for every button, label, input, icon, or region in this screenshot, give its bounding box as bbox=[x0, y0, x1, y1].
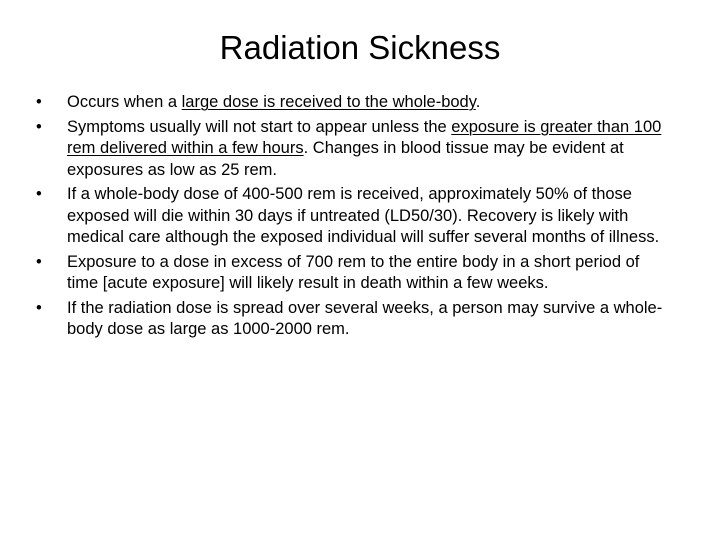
text-segment: . Changes in blood tissue may be evident at exposures as low as 25 rem. bbox=[67, 139, 624, 179]
bullet-icon: • bbox=[36, 298, 42, 317]
bullet-text: Exposure to a dose in excess of 700 rem to the entire body in a short period of time [acute exposure] will likely result in death within a few weeks. bbox=[67, 252, 640, 292]
bullet-item bbox=[36, 117, 674, 182]
bullet-list bbox=[36, 92, 674, 344]
bullet-icon: • bbox=[36, 117, 42, 136]
bullet-icon: • bbox=[36, 185, 42, 203]
underlined-text: exposure is greater than 100 rem delivered within a few hours bbox=[67, 117, 662, 157]
bullet-item bbox=[36, 92, 674, 114]
bullet-item bbox=[36, 252, 674, 295]
underlined-text: large dose is received to the whole-body bbox=[181, 93, 476, 111]
bullet-text: If the radiation dose is spread over several weeks, a person may survive a whole-body dose as large as 1000-2000 rem. bbox=[67, 298, 663, 338]
bullet-icon: • bbox=[36, 93, 42, 111]
slide-title: Radiation Sickness bbox=[219, 29, 501, 66]
text-segment: Symptoms usually will not start to appear unless the bbox=[67, 117, 452, 136]
bullet-icon: • bbox=[36, 252, 42, 271]
bullet-item bbox=[36, 298, 674, 341]
text-segment: Occurs when a bbox=[67, 93, 182, 111]
bullet-item bbox=[36, 184, 674, 249]
bullet-text bbox=[67, 93, 480, 111]
bullet-text bbox=[67, 118, 661, 179]
bullet-text: If a whole-body dose of 400-500 rem is received, approximately 50% of those exposed will die within 30 days if untreated (LD50/30). Recovery is likely with medical care although the exposed individual will suffer several months of illness. bbox=[67, 185, 660, 246]
text-segment: . bbox=[475, 93, 481, 111]
